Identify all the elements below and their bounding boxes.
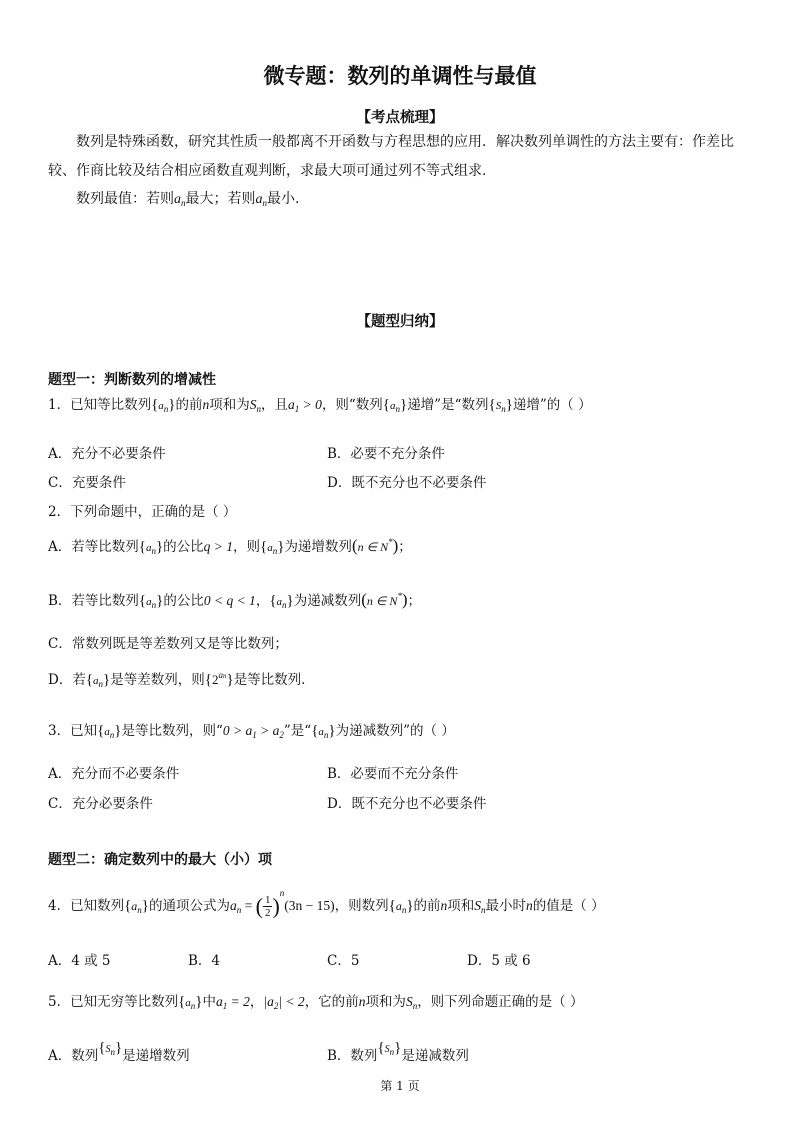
question-1-stem: 1．已知等比数列$\{a_n\}$的前n项和为$S_n$，且$a_1 > 0$，则“数列$\{a_n\}$递增”是“数列$\{S_n\}$递增”的（ ） [48,397,592,414]
question-4-stem: 4．已知数列$\{a_n\}$的通项公式为$a_n$ = ( $\frac{1}{2}$ )$^n$(3n − 15)，则数列$\{a_n\}$的前n项和$S_n$最小时n的值是（ ） [48,888,605,919]
math-Sn: $S_n$ [249,397,261,414]
intro-line-3a: 数列最值：若则 [76,191,174,207]
question-2-option-b: B．若等比数列$\{a_n\}$的公比0 < q < 1，$\{a_n\}$为递减数列(n ∈ N*)； [48,590,422,610]
intro-line-3 [76,185,299,217]
question-3-option-d: D．既不充分也不必要条件 [327,796,487,812]
math-a-n-2: $a_n$ [255,192,267,208]
question-5-option-a: A．数列{Sn}是递增数列 [48,1040,190,1064]
question-5-stem: 5．已知无穷等比数列$\{a_n\}$中$a_1 = 2$，$|a_2| < 2$，它的前n项和为$S_n$，则下列命题正确的是（ ） [48,994,584,1011]
question-2-option-d: D．若$\{a_n\}$是等差数列，则$\{2^{an}\}$是等比数列. [48,670,306,689]
intro-line-1: 数列是特殊函数，研究其性质一般都离不开函数与方程思想的应用．解决数列单调性的方法主要有：作差比 [76,134,734,150]
question-1-option-b: B．必要不充分条件 [327,446,445,462]
question-3-option-c: C．充分必要条件 [48,796,153,812]
question-2-option-a: A．若等比数列$\{a_n\}$的公比q > 1，则$\{a_n\}$为递增数列(n ∈ N*)； [48,536,412,556]
question-3-option-a: A．充分而不必要条件 [48,766,180,782]
question-3-option-b: B．必要而不充分条件 [327,766,459,782]
question-1-option-a: A．充分不必要条件 [48,446,166,462]
question-4-option-b: B．4 [188,953,221,969]
section-heading-key-points: 【考点梳理】 [356,110,444,126]
fraction-one-half: $\frac{1}{2}$ [264,894,271,919]
page-title: 微专题：数列的单调性与最值 [263,64,537,88]
question-type-2: 题型二：确定数列中的最大（小）项 [48,852,272,868]
math-a1-gt-0: $a_1 > 0$ [288,397,322,414]
intro-line-3b: 最大；若则 [185,191,256,207]
intro-line-2: 较、作商比较及结合相应函数直观判断，求最大项可通过列不等式组求. [48,163,487,179]
math-a-n: $a_n$ [174,192,186,208]
question-4-option-a: A．4 或 5 [48,953,111,969]
intro-line-3c: 最小. [267,191,300,207]
question-4-option-c: C．5 [327,953,360,969]
question-5-option-b: B．数列{Sn}是递减数列 [327,1040,469,1064]
page-number: 第 1 页 [380,1079,420,1093]
question-2-option-c: C．常数列既是等差数列又是等比数列； [48,636,288,652]
question-4-option-d: D．5 或 6 [467,953,531,969]
question-type-1: 题型一：判断数列的增减性 [48,372,216,388]
question-3-stem: 3．已知$\{a_n\}$是等比数列，则“$0 > a_1 > a_2$”是“$\{a_n\}$为递减数列”的（ ） [48,723,455,740]
section-heading-question-types: 【题型归纳】 [356,314,444,330]
question-1-option-c: C．充要条件 [48,475,126,491]
question-1-option-d: D．既不充分也不必要条件 [327,475,487,491]
question-2-stem: 2．下列命题中，正确的是（ ） [48,504,237,520]
math-seq-an: $\{a_n\}$ [151,397,176,414]
